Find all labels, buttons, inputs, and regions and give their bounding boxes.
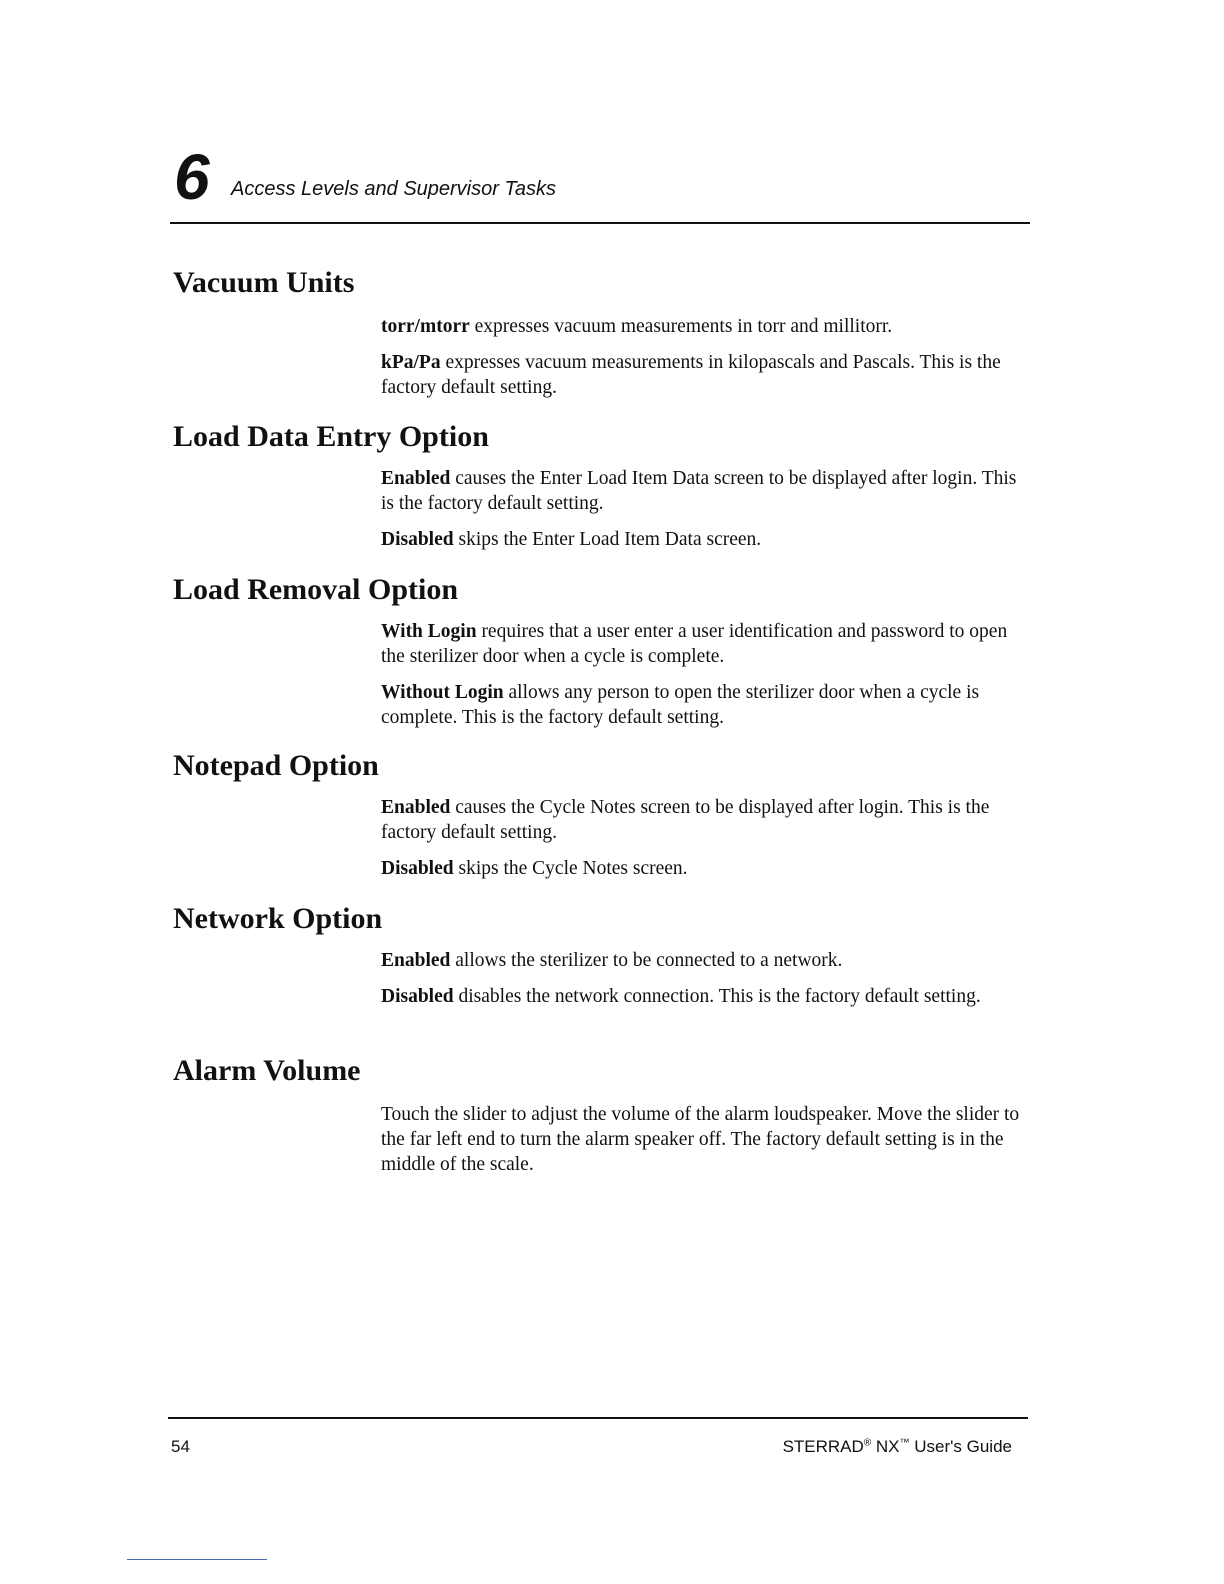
- term: kPa/Pa: [381, 352, 441, 373]
- model-name: NX: [875, 1437, 900, 1456]
- paragraph: [381, 619, 1031, 669]
- term: Disabled: [381, 986, 454, 1007]
- description: expresses vacuum measurements in kilopascals and Pascals. This is the factory default setting.: [381, 352, 1001, 398]
- section-heading: Load Data Entry Option: [173, 420, 489, 453]
- chapter-title: Access Levels and Supervisor Tasks: [231, 178, 556, 200]
- paragraph: [381, 350, 1031, 400]
- trademark-mark: ™: [899, 1437, 910, 1449]
- description: disables the network connection. This is the factory default setting.: [453, 986, 981, 1007]
- description: causes the Enter Load Item Data screen to be displayed after login. This is the factory default setting.: [381, 468, 1017, 514]
- page-footer: [168, 1417, 1028, 1459]
- section-load-removal: [173, 573, 1033, 741]
- term: Without Login: [381, 682, 504, 703]
- paragraph: [381, 466, 1031, 516]
- section-heading: Network Option: [173, 902, 383, 935]
- description: allows the sterilizer to be connected to a network.: [450, 950, 843, 971]
- description: causes the Cycle Notes screen to be displayed after login. This is the factory default setting.: [381, 797, 990, 843]
- paragraph: [381, 795, 1031, 845]
- description: skips the Enter Load Item Data screen.: [453, 529, 762, 550]
- section-heading: Vacuum Units: [173, 266, 355, 299]
- section-heading: Load Removal Option: [173, 573, 459, 606]
- paragraph: [381, 527, 1031, 552]
- scan-artifact-line: [127, 1559, 267, 1560]
- term: Disabled: [381, 858, 454, 879]
- description: skips the Cycle Notes screen.: [453, 858, 688, 879]
- section-heading: Notepad Option: [173, 749, 379, 782]
- section-notepad: [173, 749, 1033, 892]
- term: Enabled: [381, 797, 451, 818]
- term: Enabled: [381, 950, 451, 971]
- section-heading: Alarm Volume: [173, 1054, 361, 1087]
- term: Enabled: [381, 468, 451, 489]
- description: allows any person to open the sterilizer door when a cycle is complete. This is the factory default setting.: [381, 682, 980, 728]
- paragraph: [381, 948, 1031, 973]
- guide-label: User's Guide: [914, 1437, 1012, 1456]
- paragraph: [381, 856, 1031, 881]
- paragraph: [381, 680, 1031, 730]
- paragraph: [381, 314, 1031, 339]
- product-name: STERRAD: [782, 1437, 864, 1456]
- page-header: [170, 140, 1030, 224]
- term: torr/mtorr: [381, 316, 470, 337]
- paragraph: Touch the slider to adjust the volume of the alarm loudspeaker. Move the slider to the far left end to turn the alarm speaker off. The factory default setting is in the middle of the scale.: [381, 1104, 1020, 1175]
- chapter-number: 6: [174, 141, 210, 213]
- guide-title: [783, 1437, 1012, 1457]
- page-number: 54: [171, 1437, 190, 1456]
- section-network: [173, 902, 1033, 1020]
- term: With Login: [381, 621, 477, 642]
- term: Disabled: [381, 529, 454, 550]
- section-load-data-entry: [173, 420, 1033, 563]
- section-vacuum-units: [173, 266, 1033, 411]
- registered-mark: ®: [863, 1437, 872, 1449]
- description: expresses vacuum measurements in torr and millitorr.: [469, 316, 893, 337]
- description: requires that a user enter a user identification and password to open the sterilizer door when a cycle is complete.: [381, 621, 1008, 667]
- section-alarm-volume: [173, 1054, 1033, 1188]
- paragraph: [381, 984, 1031, 1009]
